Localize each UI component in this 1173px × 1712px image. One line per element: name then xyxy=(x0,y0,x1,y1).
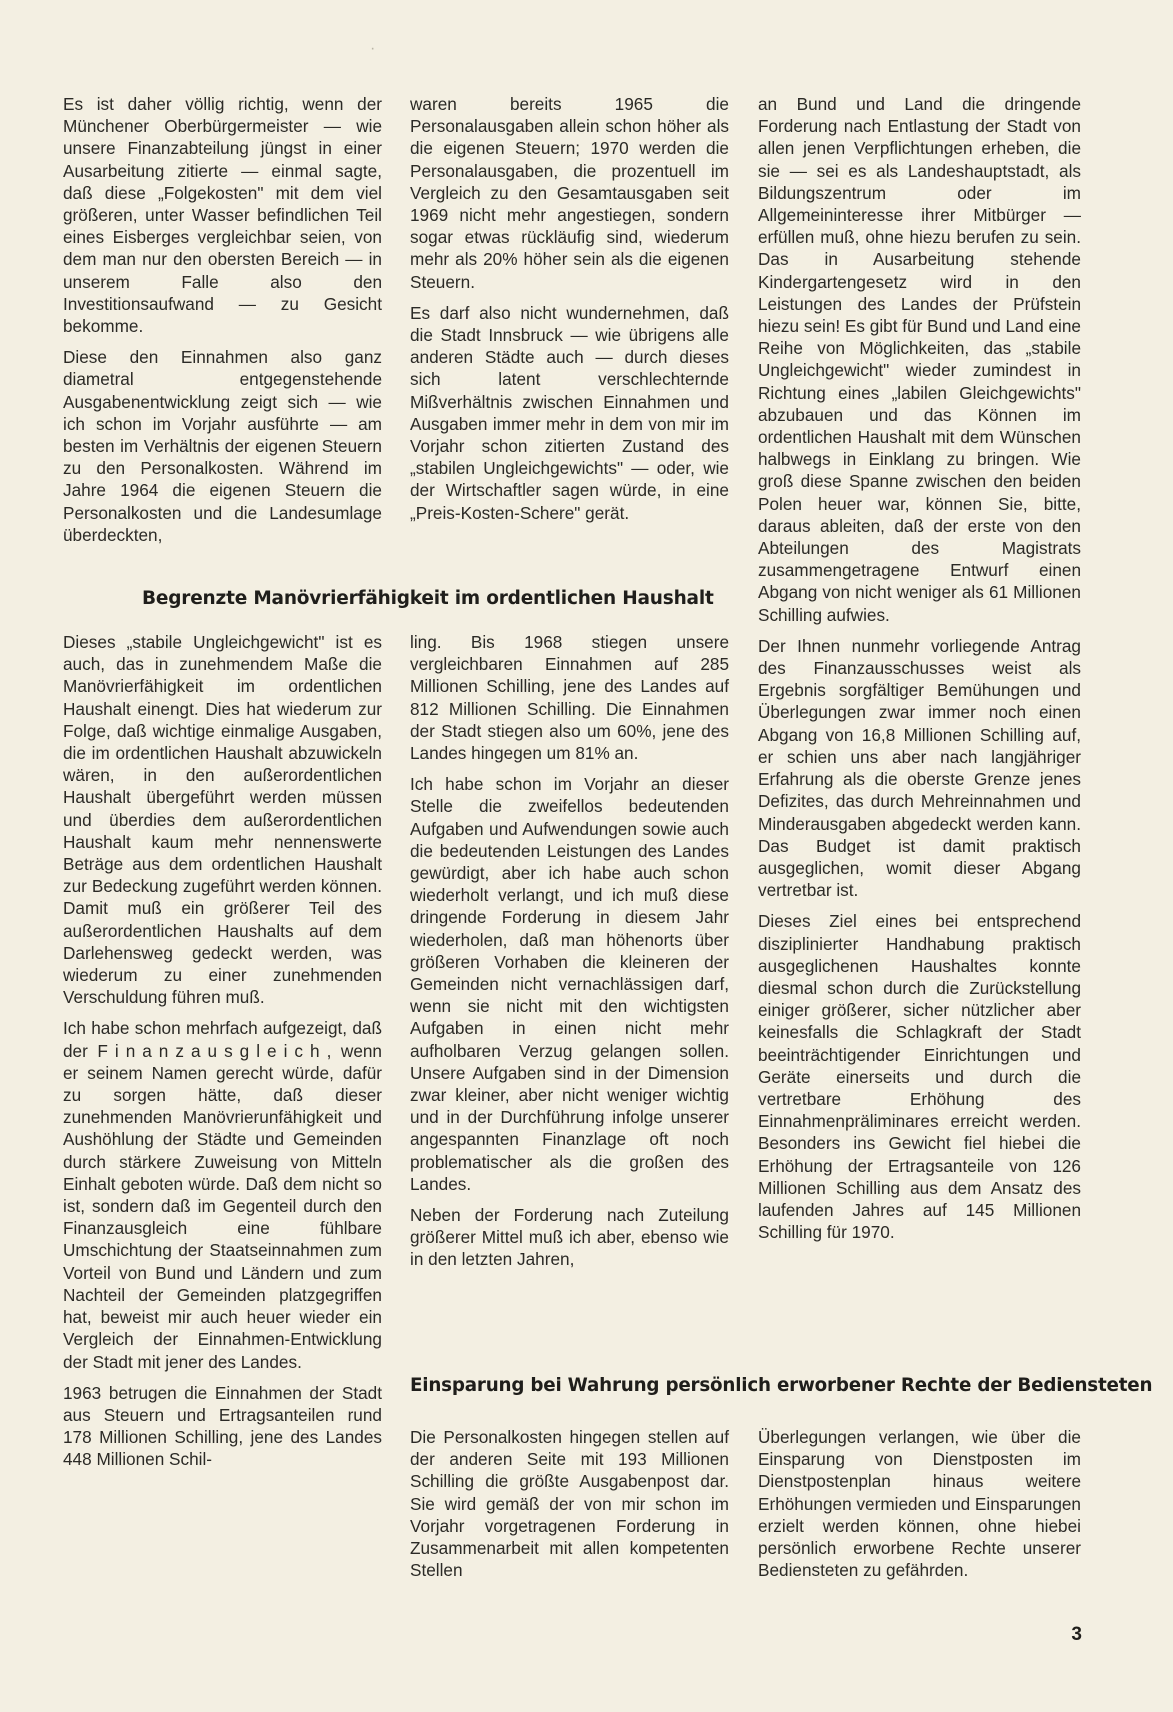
text-run: , wenn er seinem Namen gerecht würde, dafür zu sorgen hätte, daß dieser zunehmenden Manövrierunfähigkeit und Aushöhlung der Städte und Gemeinden durch stärkere Zuweisung von Mitteln Einhalt geboten würde. Daß dem nicht so ist, sondern daß im Gegenteil durch den Finanzausgleich eine fühlbare Umschichtung der Staatseinnahmen zum Vorteil von Bund und Ländern und zum Nachteil der Gemeinden platzgegriffen hat, beweist mir auch heuer wieder ein Vergleich der Einnahmen-Entwicklung der Stadt mit jener des Landes. xyxy=(63,1040,382,1372)
paragraph: Neben der Forderung nach Zuteilung größerer Mittel muß ich aber, ebenso wie in den letzten Jahren, xyxy=(410,1205,729,1270)
right-column xyxy=(758,93,1081,1243)
paragraph: waren bereits 1965 die Personalausgaben allein schon höher als die eigenen Steuern; 1970 werden die Personalausgaben, die prozentuell im Vergleich zu den Gesamtausgaben seit 1969 nicht mehr angestiegen, sondern sogar etwas rückläufig sind, wiederum mehr als 20% höher sein als die eigenen Steuern. xyxy=(410,94,729,292)
paragraph: Es ist daher völlig richtig, wenn der Münchener Oberbürgermeister — wie unsere Finanzabteilung jüngst in einer Ausarbeitung zitierte — einmal sagte, daß diese „Folgekosten" mit dem viel größeren, unter Wasser befindlichen Teil eines Eisberges vergleichbar seien, von dem man nur den obersten Bereich — in unserem Falle also den Investitionsaufwand — zu Gesicht bekomme. xyxy=(63,94,382,337)
paragraph xyxy=(63,1017,382,1372)
text-run: Ich habe schon mehrfach aufgezeigt, daß der xyxy=(63,1018,382,1061)
page-mark: · xyxy=(370,40,376,57)
bottom-column-3 xyxy=(758,1426,1081,1581)
paragraph: Dieses „stabile Ungleichgewicht" ist es auch, das in zunehmendem Maße die Manövrierfähigkeit im ordentlichen Haushalt einengt. Dies hat wiederum zur Folge, daß wichtige einmalige Ausgaben, die im ordentlichen Haushalt abzuwickeln wären, in den außerordentlichen Haushalt übergeführt werden müssen und überdies dem außerordentlichen Haushalt kaum mehr nennenswerte Beträge aus dem ordentlichen Haushalt zur Bedeckung zugeführt werden können. Damit muß ein größerer Teil des außerordentlichen Haushalts auf dem Darlehensweg gedeckt werden, was wiederum zu einer zunehmenden Verschuldung führen muß. xyxy=(63,632,382,1008)
paragraph: an Bund und Land die dringende Forderung nach Entlastung der Stadt von allen jenen Verpflichtungen erheben, die sie — sei es als Landeshauptstadt, als Bildungszentrum oder im Allgemeininteresse ihrer Mitbürger — erfüllen muß, ohne hiezu berufen zu sein. Das in Ausarbeitung stehende Kindergartengesetz wird in den Leistungen des Landes der Prüfstein hiezu sein! Es gibt für Bund und Land eine Reihe von Möglichkeiten, das „stabile Ungleichgewicht" wieder zumindest in Richtung eines „labilen Gleichgewichts" abzubauen und das Können im ordentlichen Haushalt mit dem Wünschen halbwegs in Einklang zu bringen. Wie groß diese Spanne zwischen den beiden Polen heuer war, können Sie, bitte, daraus ableiten, daß der erste von den Abteilungen des Magistrats zusammengetragene Entwurf einen Abgang von nicht weniger als 61 Millionen Schilling aufwies. xyxy=(758,94,1081,625)
section-heading-1: Begrenzte Manövrierfähigkeit im ordentlichen Haushalt xyxy=(142,588,714,609)
bottom-column-2 xyxy=(410,1426,729,1581)
mid-column-2 xyxy=(410,631,729,1271)
paragraph: Überlegungen verlangen, wie über die Einsparung von Dienstposten im Dienstpostenplan hinaus weitere Erhöhungen vermieden und Einsparungen erzielt werden können, ohne hiebei persönlich erworbene Rechte unserer Bediensteten zu gefährden. xyxy=(758,1427,1081,1581)
paragraph: Es darf also nicht wundernehmen, daß die Stadt Innsbruck — wie übrigens alle anderen Städte auch — durch dieses sich latent verschlechternde Mißverhältnis zwischen Einnahmen und Ausgaben immer mehr in dem von mir im Vorjahr schon zitierten Zustand des „stabilen Ungleichgewichts" — oder, wie der Wirtschaftler sagen würde, in eine „Preis-Kosten-Schere" gerät. xyxy=(410,302,729,523)
paragraph: Ich habe schon im Vorjahr an dieser Stelle die zweifellos bedeutenden Aufgaben und Aufwendungen sowie auch die bedeutenden Leistungen des Landes gewürdigt, aber ich habe auch schon wiederholt verlangt, und ich muß diese dringende Forderung in diesem Jahr wiederholen, daß man höhenorts über größeren Vorhaben die kleineren der Gemeinden nicht vernachlässigen darf, wenn sie nicht mit den wichtigsten Aufgaben in einen nicht mehr aufholbaren Verzug gelangen sollen. Unsere Aufgaben sind in der Dimension zwar kleiner, aber nicht weniger wichtig und in der Durchführung infolge unserer angespannten Finanzlage oft noch problematischer als die großen des Landes. xyxy=(410,774,729,1194)
paragraph: Diese den Einnahmen also ganz diametral entgegenstehende Ausgabenentwicklung zeigt sich — wie ich schon im Vorjahr ausführte — am besten im Verhältnis der eigenen Steuern zu den Personalkosten. Während im Jahre 1964 die eigenen Steuern die Personalkosten und die Landesumlage überdeckten, xyxy=(63,347,382,545)
page-number: 3 xyxy=(1071,1624,1082,1645)
paragraph: ling. Bis 1968 stiegen unsere vergleichbaren Einnahmen auf 285 Millionen Schilling, jene des Landes auf 812 Millionen Schilling. Die Einnahmen der Stadt stiegen also um 60%, jene des Landes hingegen um 81% an. xyxy=(410,632,729,764)
paragraph: 1963 betrugen die Einnahmen der Stadt aus Steuern und Ertragsanteilen rund 178 Millionen Schilling, jene des Landes 448 Millionen Schil- xyxy=(63,1382,382,1470)
top-column-2 xyxy=(410,93,729,524)
paragraph: Der Ihnen nunmehr vorliegende Antrag des Finanzausschusses weist als Ergebnis sorgfältiger Bemühungen und Überlegungen zwar immer noch einen Abgang von 16,8 Millionen Schilling auf, er schien uns aber nach langjähriger Erfahrung als die oberste Grenze jenes Defizites, das durch Mehreinnahmen und Minderausgaben abgedeckt werden kann. Das Budget ist damit praktisch ausgeglichen, womit dieser Abgang vertretbar ist. xyxy=(758,635,1081,901)
section-heading-2: Einsparung bei Wahrung persönlich erworbener Rechte der Bediensteten xyxy=(410,1375,1153,1396)
paragraph: Dieses Ziel eines bei entsprechend disziplinierter Handhabung praktisch ausgeglichenen Haushaltes konnte diesmal schon durch die Zurückstellung einiger größerer, sicher nützlicher aber keinesfalls die Schlagkraft der Stadt beeinträchtigender Einrichtungen und Geräte einerseits und durch die vertretbare Erhöhung des Einnahmenpräliminares erreicht werden. Besonders ins Gewicht fiel hiebei die Erhöhung der Ertragsanteile von 126 Millionen Schilling aus dem Ansatz des laufenden Jahres auf 145 Millionen Schilling für 1970. xyxy=(758,911,1081,1243)
mid-column-1 xyxy=(63,631,382,1471)
top-column-1 xyxy=(63,93,382,546)
paragraph: Die Personalkosten hingegen stellen auf der anderen Seite mit 193 Millionen Schilling die größte Ausgabenpost dar. Sie wird gemäß der von mir schon im Vorjahr vorgetragenen Forderung in Zusammenarbeit mit allen kompetenten Stellen xyxy=(410,1427,729,1581)
emphasized-term: Finanzausgleich xyxy=(97,1040,327,1061)
